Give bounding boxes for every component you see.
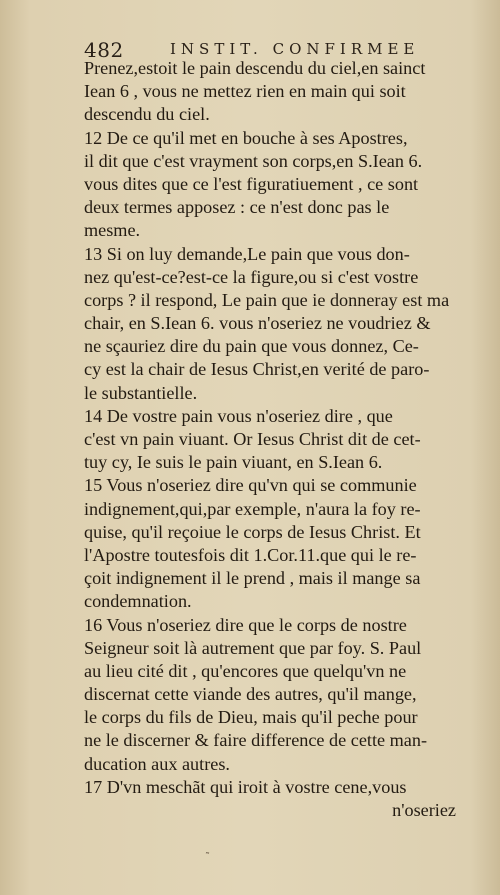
text-line: le corps du fils de Dieu, mais qu'il peche pour	[84, 707, 418, 728]
text-line: discernat cette viande des autres, qu'il mange,	[84, 684, 417, 705]
text-line: Iean 6 , vous ne mettez rien en main qui soit	[84, 81, 406, 102]
text-line: ne le discerner & faire difference de cette man-	[84, 730, 428, 751]
text-line: 17 D'vn meschãt qui iroit à vostre cene,vous	[84, 776, 407, 797]
text-line: descendu du ciel.	[84, 104, 210, 125]
catchword: n'oseriez	[392, 800, 456, 820]
text-line: Seigneur soit là autrement que par foy. S. Paul	[84, 637, 422, 658]
text-line: c'est vn pain viuant. Or Iesus Christ dit de cet-	[84, 429, 421, 449]
text-line: indignement,qui,par exemple, n'aura la foy re-	[84, 498, 421, 519]
text-line: 12 De ce qu'il met en bouche à ses Apostres,	[84, 127, 408, 148]
text-line: chair, en S.Iean 6. vous n'oseriez ne voudriez &	[84, 313, 431, 334]
text-line: 15 Vous n'oseriez dire qu'vn qui se communie	[84, 475, 417, 496]
text-line: Prenez,estoit le pain descendu du ciel,en sainct	[84, 58, 426, 78]
page-number: 482	[84, 38, 124, 62]
body-text	[84, 57, 470, 822]
text-line: mesme.	[84, 220, 141, 241]
text-line: il dit que c'est vrayment son corps,en S.Iean 6.	[84, 150, 423, 171]
text-line: tuy cy, Ie suis le pain viuant, en S.Iean 6.	[84, 452, 383, 473]
text-line: ne sçauriez dire du pain que vous donnez, Ce-	[84, 336, 419, 357]
text-line: corps ? il respond, Le pain que ie donneray est ma	[84, 289, 450, 310]
text-line: quise, qu'il reçoiue le corps de Iesus Christ. Et	[84, 521, 421, 542]
text-line: nez qu'est-ce?est-ce la figure,ou si c'est vostre	[84, 266, 419, 287]
text-line: cy est la chair de Iesus Christ,en verité de paro-	[84, 359, 430, 380]
text-line: çoit indignement il le prend , mais il mange sa	[84, 568, 421, 589]
text-line: ducation aux autres.	[84, 753, 230, 774]
text-line: condemnation.	[84, 591, 192, 612]
running-title: INSTIT. CONFIRMEE	[170, 40, 420, 58]
text-line: vous dites que ce l'est figuratiuement , ce sont	[84, 173, 419, 194]
ink-mark: ˜	[205, 852, 210, 863]
text-line: 14 De vostre pain vous n'oseriez dire , que	[84, 405, 393, 426]
text-line: 16 Vous n'oseriez dire que le corps de nostre	[84, 614, 407, 635]
text-line: deux termes apposez : ce n'est donc pas le	[84, 197, 390, 218]
text-line: 13 Si on luy demande,Le pain que vous don-	[84, 243, 410, 264]
text-line: le substantielle.	[84, 382, 198, 403]
text-line: l'Apostre toutesfois dit 1.Cor.11.que qui le re-	[84, 544, 417, 565]
text-line: au lieu cité dit , qu'encores que quelqu'vn ne	[84, 660, 407, 681]
